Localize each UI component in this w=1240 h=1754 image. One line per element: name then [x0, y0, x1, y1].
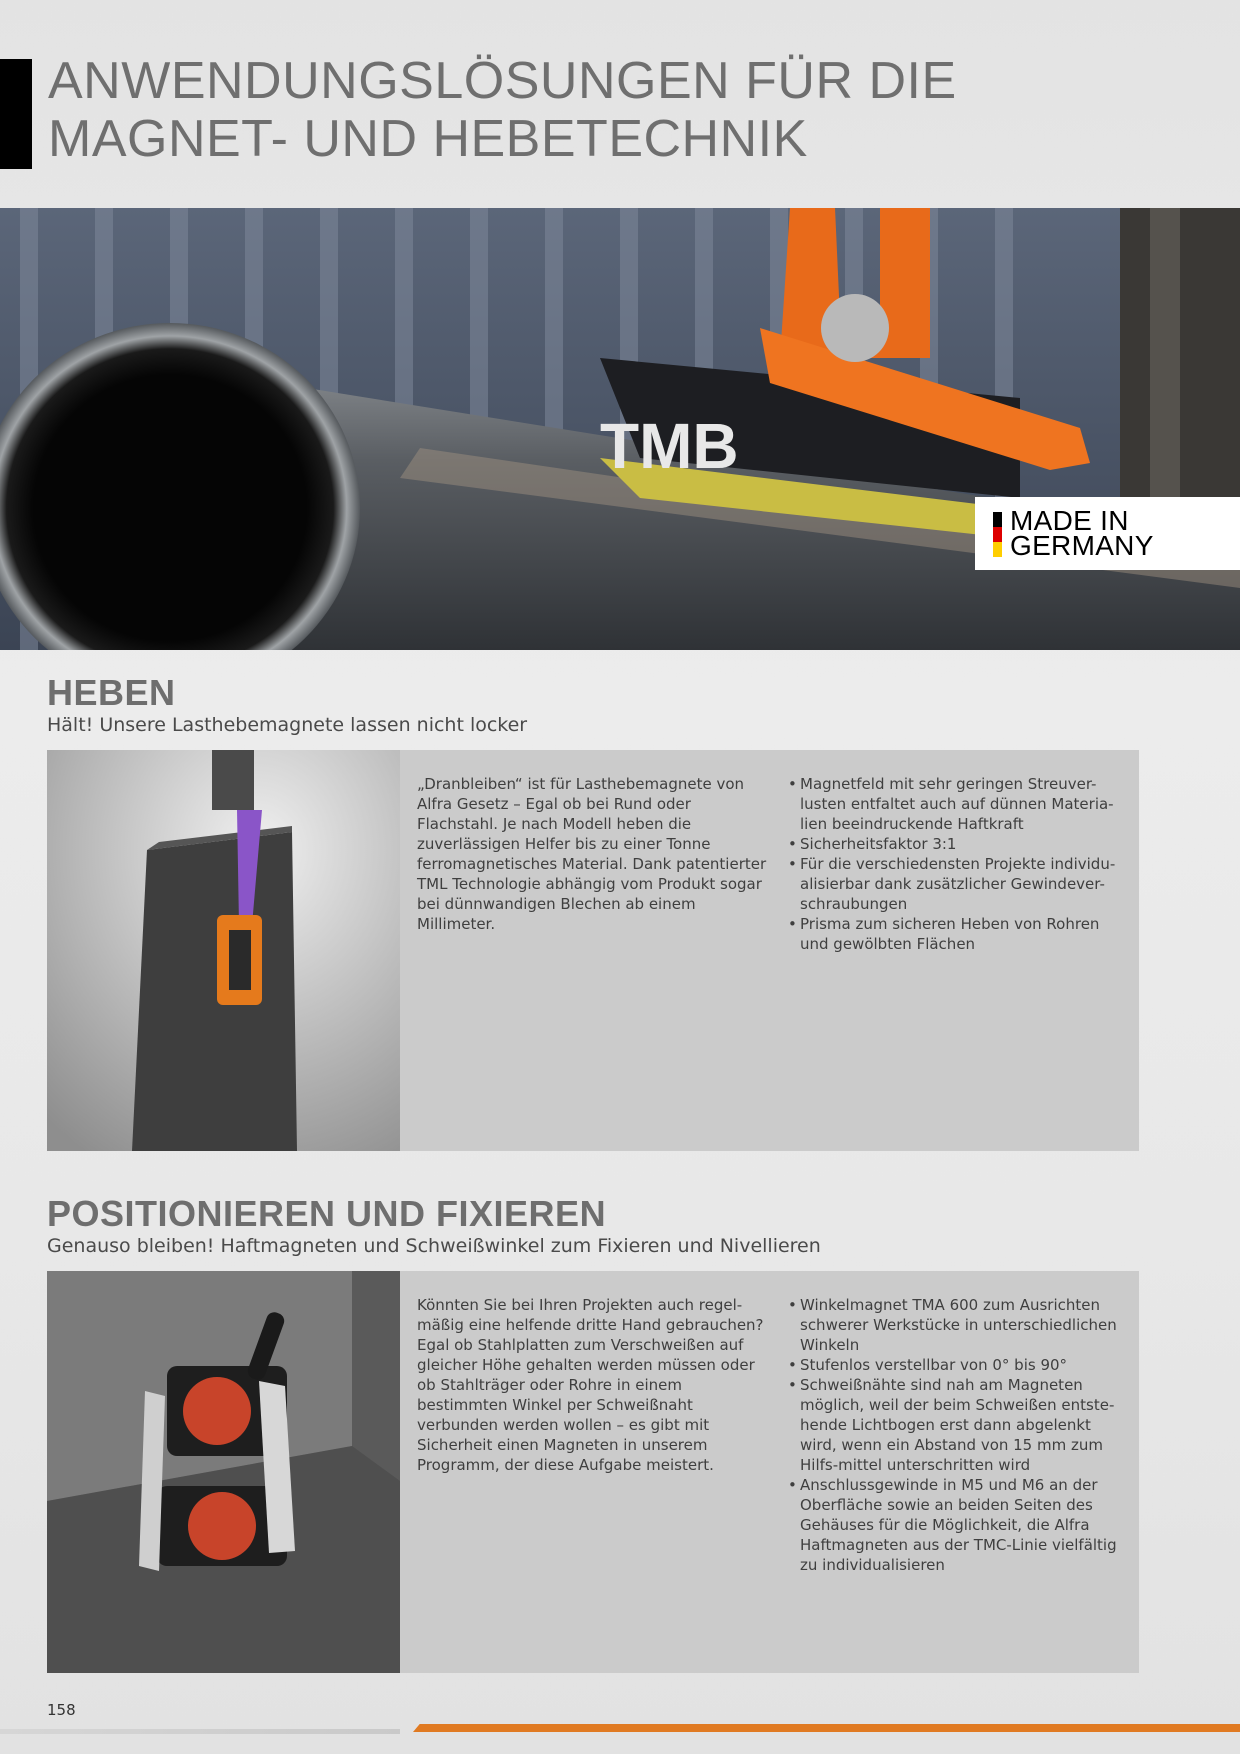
- page-title-line-2: MAGNET- UND HEBETECHNIK: [48, 110, 808, 168]
- page-title: [48, 52, 1148, 168]
- positionieren-bullet-list: [788, 1295, 1123, 1575]
- heben-body-text: „Dranbleiben“ ist für Lasthebemagnete von Alfra Gesetz – Egal ob bei Rund oder Flachstahl. Je nach Modell heben die zuverlässigen Helfer bis zu einer Tonne ferromagnetisches Material. Dank patentierter TML Technologie abhängig vom Produkt sogar bei dünnwandigen Blechen ab einem Millimeter.: [417, 775, 767, 933]
- heben-photo: [47, 750, 400, 1151]
- hero-illustration: [0, 208, 1240, 650]
- list-item: • Schweißnähte sind nah am Magneten möglich, weil der beim Schweißen entste-hende Lichtbogen erst dann abgelenkt wird, wenn ein Abstand von 15 mm zum Hilfs-mittel unterschritten wird: [788, 1375, 1123, 1475]
- list-item: • Stufenlos verstellbar von 0° bis 90°: [788, 1355, 1123, 1375]
- heben-panel: [47, 750, 1139, 1151]
- footer-grey-bar: [0, 1729, 400, 1734]
- german-flag-icon: [993, 512, 1002, 557]
- positionieren-body-text: Könnten Sie bei Ihren Projekten auch regel-mäßig eine helfende dritte Hand gebrauchen? Egal ob Stahlplatten zum Verschweißen auf gleicher Höhe gehalten werden müssen oder ob Stahlträger oder Rohre in einem bestimmten Winkel per Schweißnaht verbunden werden wollen – es gibt mit Sicherheit einen Magneten in unserem Programm, der diese Aufgabe meistert.: [417, 1296, 764, 1474]
- badge-line-2: GERMANY: [1010, 530, 1154, 561]
- badge-line-1: MADE IN: [1010, 505, 1129, 536]
- list-item: • Winkelmagnet TMA 600 zum Ausrichten schwerer Werkstücke in unterschiedlichen Winkeln: [788, 1295, 1123, 1355]
- list-item: • Magnetfeld mit sehr geringen Streuver-lusten entfaltet auch auf dünnen Materia-lien beeindruckende Haftkraft: [788, 774, 1123, 834]
- positionieren-panel: [47, 1271, 1139, 1673]
- header-accent-bar: [0, 59, 32, 169]
- hero-image: [0, 208, 1240, 650]
- heben-subtitle: Hält! Unsere Lasthebemagnete lassen nicht locker: [47, 714, 528, 736]
- list-item: • Prisma zum sicheren Heben von Rohren und gewölbten Flächen: [788, 914, 1123, 954]
- heben-bullet-list: [788, 774, 1123, 954]
- page-number: 158: [47, 1701, 76, 1719]
- page-title-line-1: ANWENDUNGSLÖSUNGEN FÜR DIE: [48, 52, 957, 110]
- hero-brand-text: TMB: [600, 410, 739, 482]
- list-item: • Sicherheitsfaktor 3:1: [788, 834, 1123, 854]
- positionieren-title: POSITIONIEREN UND FIXIEREN: [47, 1193, 607, 1234]
- heben-title: HEBEN: [47, 672, 176, 713]
- list-item: • Für die verschiedensten Projekte individu-alisierbar dank zusätzlicher Gewindever-schraubungen: [788, 854, 1123, 914]
- angle-magnet-illustration: [47, 1271, 400, 1673]
- lifting-magnet-illustration: [47, 750, 400, 1151]
- list-item: • Anschlussgewinde in M5 und M6 an der Oberfläche sowie an beiden Seiten des Gehäuses für die Möglichkeit, die Alfra Haftmagneten aus der TMC-Linie vielfältig zu individualisieren: [788, 1475, 1123, 1575]
- positionieren-subtitle: Genauso bleiben! Haftmagneten und Schweißwinkel zum Fixieren und Nivellieren: [47, 1235, 821, 1257]
- made-in-germany-badge: [975, 497, 1240, 570]
- positionieren-photo: [47, 1271, 400, 1673]
- footer-orange-bar: [413, 1724, 1240, 1732]
